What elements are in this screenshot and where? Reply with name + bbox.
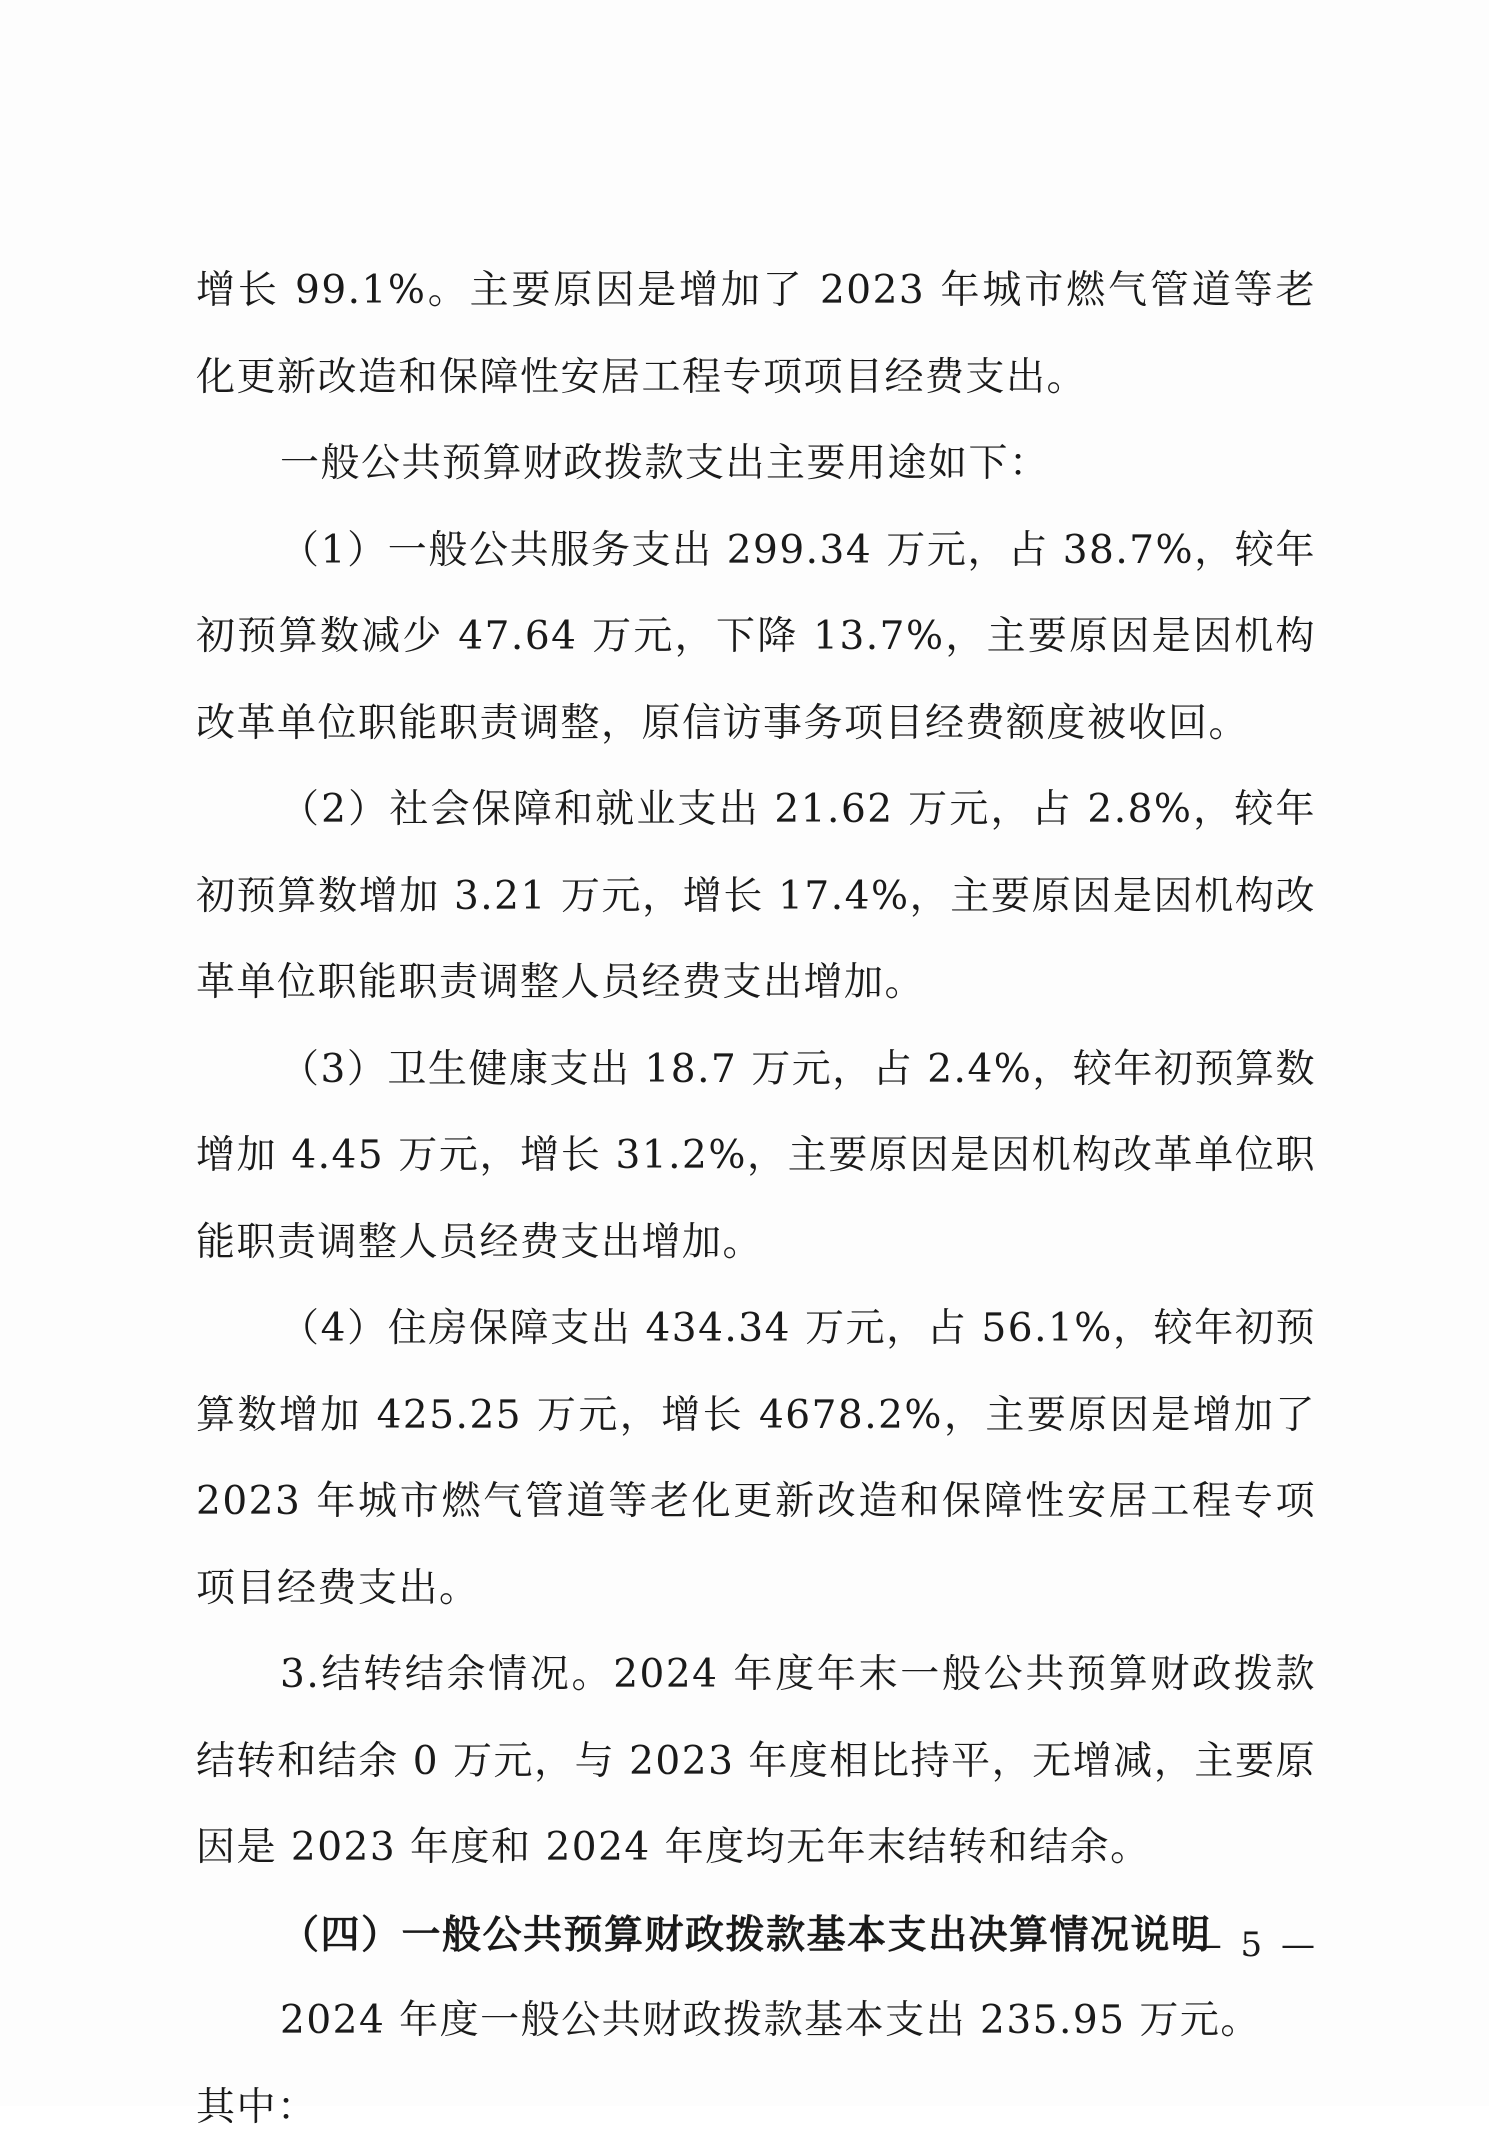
paragraph-growth-continuation: 增长 99.1%。主要原因是增加了 2023 年城市燃气管道等老化更新改造和保障性安居工程专项项目经费支出。 [196,248,1316,421]
paragraph-housing: （4）住房保障支出 434.34 万元，占 56.1%，较年初预算数增加 425.25 万元，增长 4678.2%，主要原因是增加了 2023 年城市燃气管道等老化更新改造和保障性安居工程专项项目经费支出。 [196,1286,1316,1632]
section-heading-basic-expenditure: （四）一般公共预算财政拨款基本支出决算情况说明 [196,1892,1316,1979]
document-body [196,248,1316,2151]
paragraph-among-which: 其中： [196,2065,1316,2151]
paragraph-basic-expenditure-total: 2024 年度一般公共财政拨款基本支出 235.95 万元。 [196,1978,1316,2065]
paragraph-carryover-balance: 3.结转结余情况。2024 年度年末一般公共预算财政拨款结转和结余 0 万元，与 2023 年度相比持平，无增减，主要原因是 2023 年度和 2024 年度均无年末结转和结余。 [196,1632,1316,1892]
page-number: — 5 — [1188,1925,1319,1965]
paragraph-health: （3）卫生健康支出 18.7 万元，占 2.4%，较年初预算数增加 4.45 万元，增长 31.2%，主要原因是因机构改革单位职能职责调整人员经费支出增加。 [196,1027,1316,1287]
paragraph-social-security: （2）社会保障和就业支出 21.62 万元，占 2.8%，较年初预算数增加 3.21 万元，增长 17.4%，主要原因是因机构改革单位职能职责调整人员经费支出增加。 [196,767,1316,1027]
paragraph-usage-intro: 一般公共预算财政拨款支出主要用途如下： [196,421,1316,508]
paragraph-general-public-services: （1）一般公共服务支出 299.34 万元，占 38.7%，较年初预算数减少 47.64 万元，下降 13.7%，主要原因是因机构改革单位职能职责调整，原信访事务项目经费额度被收回。 [196,508,1316,768]
